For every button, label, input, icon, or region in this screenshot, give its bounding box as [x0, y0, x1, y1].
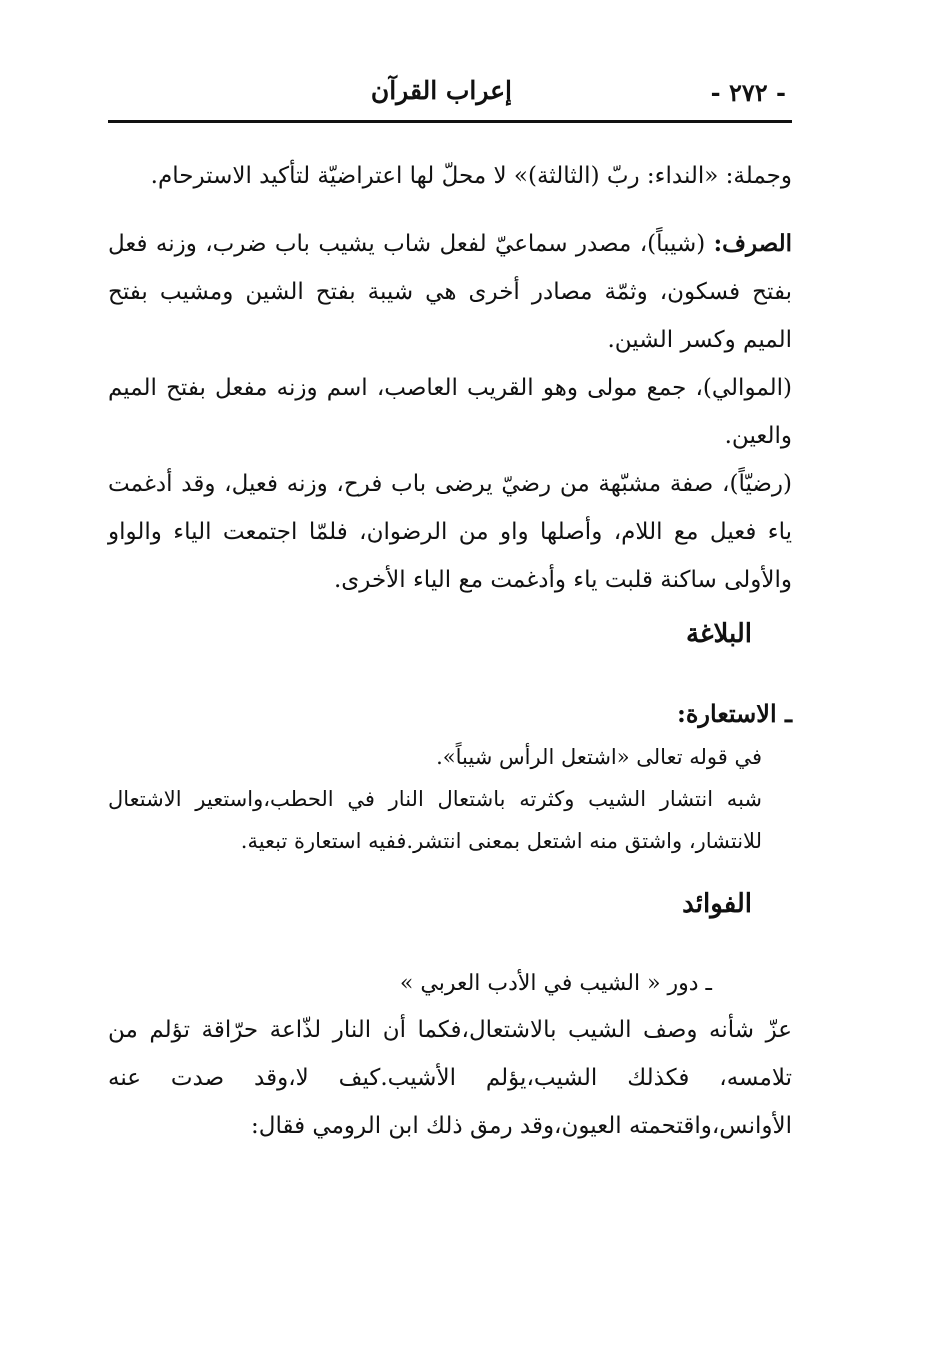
paragraph-nida: وجملة: «النداء: ربّ (الثالثة)» لا محلّ لها اعتراضيّة لتأكيد الاسترحام. [150, 163, 792, 189]
page-header [108, 72, 790, 116]
sarf-label: الصرف: [713, 230, 793, 257]
section-heading-fawaid: الفوائد [682, 889, 752, 919]
subheading-dawr: ـ دور « الشيب في الأدب العربي » [399, 971, 712, 996]
page-number: - ٢٧٢ - [710, 78, 786, 107]
page-body [108, 152, 792, 1150]
paragraph-radiyy: (رضيّاً)، صفة مشبّهة من رضيّ يرضى باب فرح، وزنه فعيل، وقد أدغمت ياء فعيل مع اللام، وأصلها واو من الرضوان، فلمّا اجتمعت الياء والواو والأولى ساكنة قلبت ياء وأدغمت مع الياء الأخرى. [108, 471, 792, 593]
istiara-verse: في قوله تعالى «اشتعل الرأس شيباً». [436, 745, 762, 769]
istiara-explanation: شبه انتشار الشيب وكثرته باشتعال النار في الحطب،واستعير الاشتعال للانتشار، واشتق منه اشتعل بمعنى انتشر.ففيه استعارة تبعية. [108, 787, 762, 853]
header-rule [108, 120, 792, 123]
sarf-text: (شيباً)، مصدر سماعيّ لفعل شاب يشيب باب ضرب، وزنه فعل بفتح فسكون، وثمّة مصادر أخرى هي شيبة بفتح الشين ومشيب بفتح الميم وكسر الشين. [108, 231, 792, 353]
section-heading-balagha: البلاغة [685, 619, 752, 649]
paragraph-sarf [108, 220, 792, 364]
subheading-istiara: ـ الاستعارة: [676, 699, 792, 728]
running-title: إعراب القرآن [370, 76, 512, 105]
paragraph-mawali: (الموالي)، جمع مولى وهو القريب العاصب، اسم وزنه مفعل بفتح الميم والعين. [108, 375, 792, 449]
paragraph-dawr: عزّ شأنه وصف الشيب بالاشتعال،فكما أن النار لذّاعة حرّاقة تؤلم من تلامسه، فكذلك الشيب،يؤلم الأشيب.كيف لا،وقد صدت عنه الأوانس،واقتحمته العيون،وقد رمق ذلك ابن الرومي فقال: [108, 1017, 792, 1139]
